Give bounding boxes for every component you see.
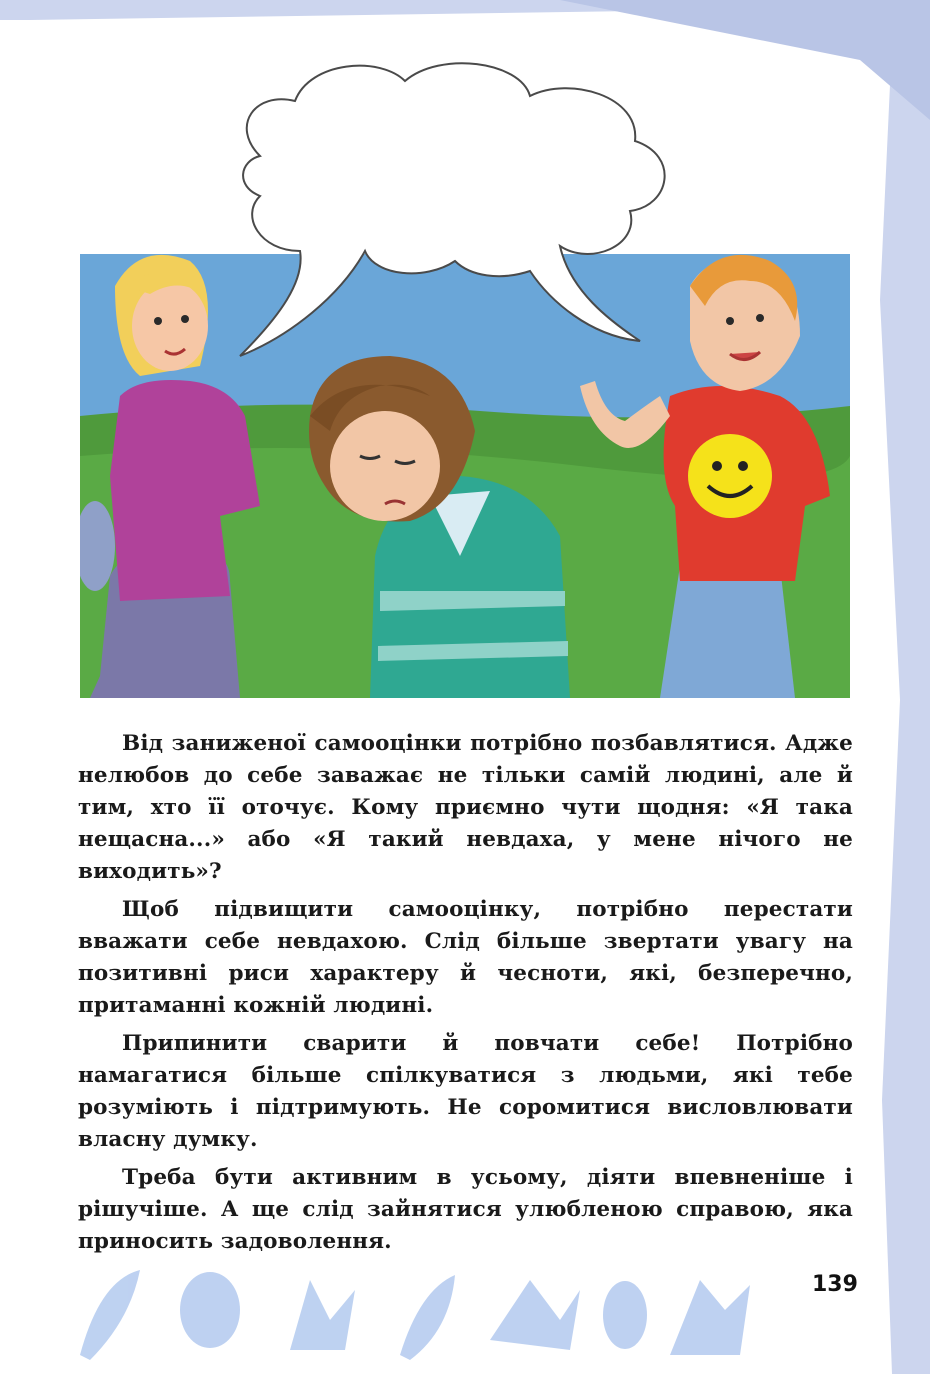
leaf-icon xyxy=(180,1272,240,1348)
leaf-icon xyxy=(80,1270,140,1360)
leaf-icon xyxy=(290,1280,355,1350)
leaves-decoration xyxy=(60,1260,760,1370)
paragraph: Від заниженої самооцінки потрібно позбавлятися. Адже нелюбов до себе заважає не тільки самій людині, але й тим, хто її оточує. Кому приємно чути щодня: «Я така нещасна...» або «Я такий невдаха, у мене нічого не виходить»? xyxy=(78,731,853,884)
leaf-icon xyxy=(490,1280,580,1350)
illustration xyxy=(80,36,850,698)
paragraph: Припинити сварити й повчати себе! Потрібно намагатися більше спілкуватися з людьми, які тебе розуміють і підтримують. Не соромитися висловлювати власну думку. xyxy=(78,1031,853,1152)
page-number: 139 xyxy=(812,1272,858,1297)
paragraph: Щоб підвищити самооцінку, потрібно перестати вважати себе невдахою. Слід більше звертати увагу на позитивні риси характеру й чесноти, які, безперечно, притаманні кожній людині. xyxy=(78,897,853,1018)
body-text xyxy=(78,728,853,1264)
leaf-icon xyxy=(400,1275,455,1360)
leaf-icon xyxy=(670,1280,750,1355)
leaf-icon xyxy=(603,1281,647,1349)
paragraph: Треба бути активним в усьому, діяти впевненіше і рішучіше. А ще слід зайнятися улюбленою справою, яка приносить задоволення. xyxy=(78,1165,853,1254)
